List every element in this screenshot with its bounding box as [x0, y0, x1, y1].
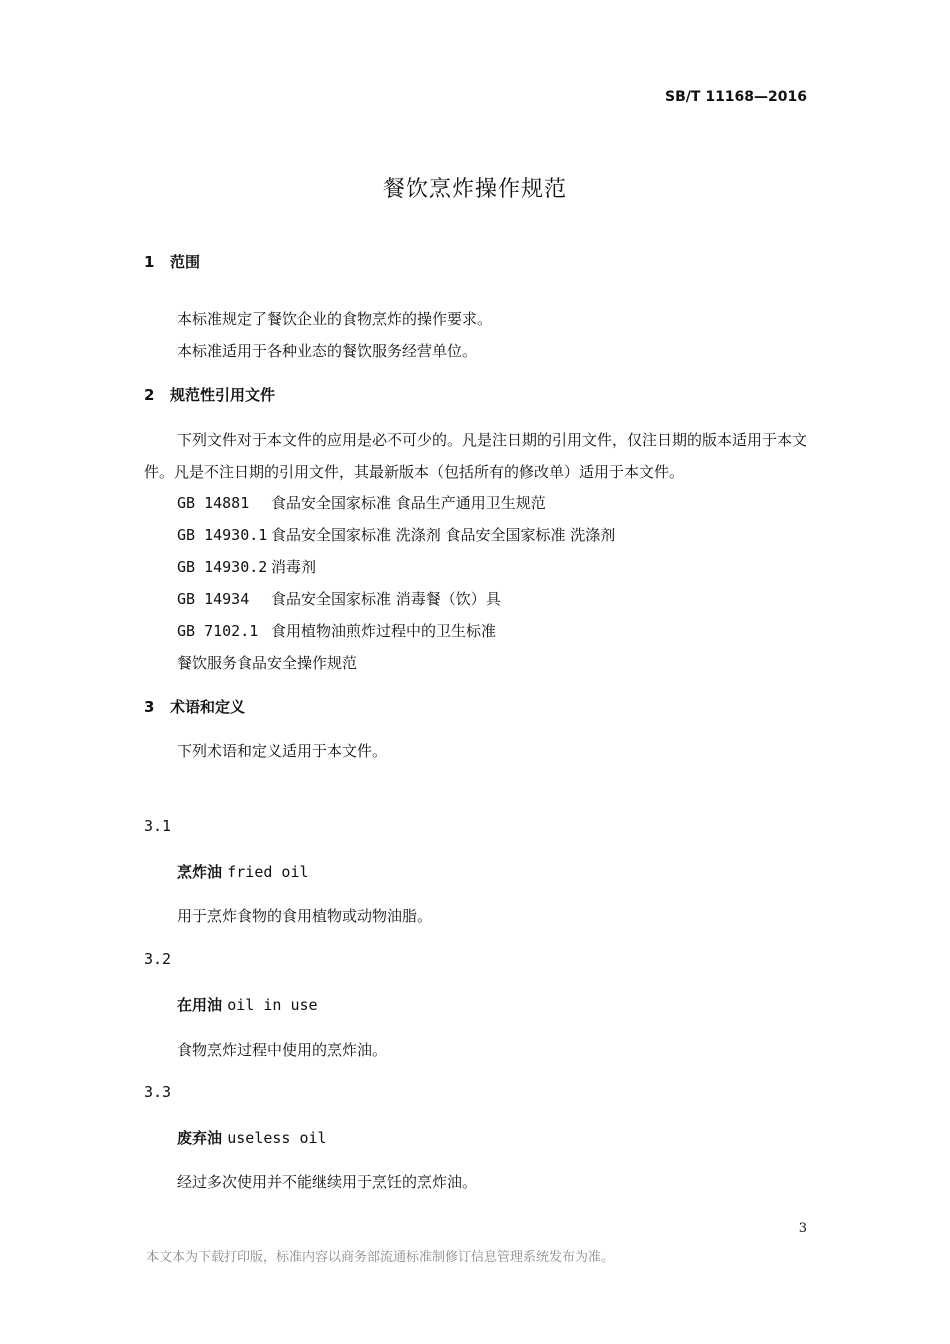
section-2-heading [144, 384, 275, 405]
reference-item [177, 556, 316, 577]
reference-item [177, 492, 546, 513]
section-title: 规范性引用文件 [170, 386, 276, 404]
term-zh: 在用油 [177, 996, 223, 1014]
reference-title: 消毒剂 [271, 558, 317, 576]
footer-note: 本文本为下载打印版，标准内容以商务部流通标准制修订信息管理系统发布为准。 [146, 1250, 615, 1265]
term-definition: 食物烹炸过程中使用的烹炸油。 [177, 1041, 388, 1059]
section-1-heading [144, 251, 200, 272]
term-definition: 经过多次使用并不能继续用于烹饪的烹炸油。 [177, 1173, 478, 1191]
term-zh: 废弃油 [177, 1129, 223, 1147]
section-3-heading [144, 696, 245, 717]
section-number: 2 [144, 386, 155, 404]
reference-title: 食品安全国家标准 洗涤剂 食品安全国家标准 洗涤剂 [271, 526, 616, 544]
term-heading [177, 1127, 327, 1148]
section-number: 1 [144, 253, 155, 271]
term-number: 3.3 [144, 1083, 172, 1101]
paragraph: 下列文件对于本文件的应用是必不可少的。凡是注日期的引用文件，仅注日期的版本适用于本文件。凡是不注日期的引用文件，其最新版本（包括所有的修改单）适用于本文件。 [144, 431, 808, 481]
section-number: 3 [144, 698, 155, 716]
reference-code: GB 14930.2 [177, 558, 268, 576]
term-en: useless oil [227, 1129, 327, 1147]
paragraph: 本标准适用于各种业态的餐饮服务经营单位。 [177, 342, 478, 360]
reference-title: 食品安全国家标准 食品生产通用卫生规范 [271, 494, 546, 512]
term-heading [177, 994, 318, 1015]
term-number: 3.1 [144, 817, 172, 835]
term-en: oil in use [227, 996, 318, 1014]
paragraph: 本标准规定了餐饮企业的食物烹炸的操作要求。 [177, 310, 493, 328]
term-zh: 烹炸油 [177, 863, 223, 881]
term-definition: 用于烹炸食物的食用植物或动物油脂。 [177, 907, 433, 925]
reference-item [177, 524, 615, 545]
reference-item: 餐饮服务食品安全操作规范 [177, 654, 358, 672]
reference-item [177, 620, 496, 641]
reference-code: GB 14934 [177, 590, 250, 608]
section-title: 术语和定义 [170, 698, 246, 716]
document-title: 餐饮烹炸操作规范 [382, 177, 567, 202]
page-number: 3 [798, 1221, 807, 1236]
reference-code: GB 14930.1 [177, 526, 268, 544]
term-heading [177, 861, 309, 882]
term-en: fried oil [227, 863, 309, 881]
reference-code: GB 7102.1 [177, 622, 259, 640]
reference-item [177, 588, 501, 609]
reference-title: 食用植物油煎炸过程中的卫生标准 [271, 622, 497, 640]
reference-title: 食品安全国家标准 消毒餐（饮）具 [271, 590, 501, 608]
term-number: 3.2 [144, 950, 172, 968]
standard-number: SB/T 11168—2016 [665, 89, 807, 105]
reference-code: GB 14881 [177, 494, 250, 512]
section-title: 范围 [170, 253, 201, 271]
paragraph: 下列术语和定义适用于本文件。 [177, 742, 388, 760]
